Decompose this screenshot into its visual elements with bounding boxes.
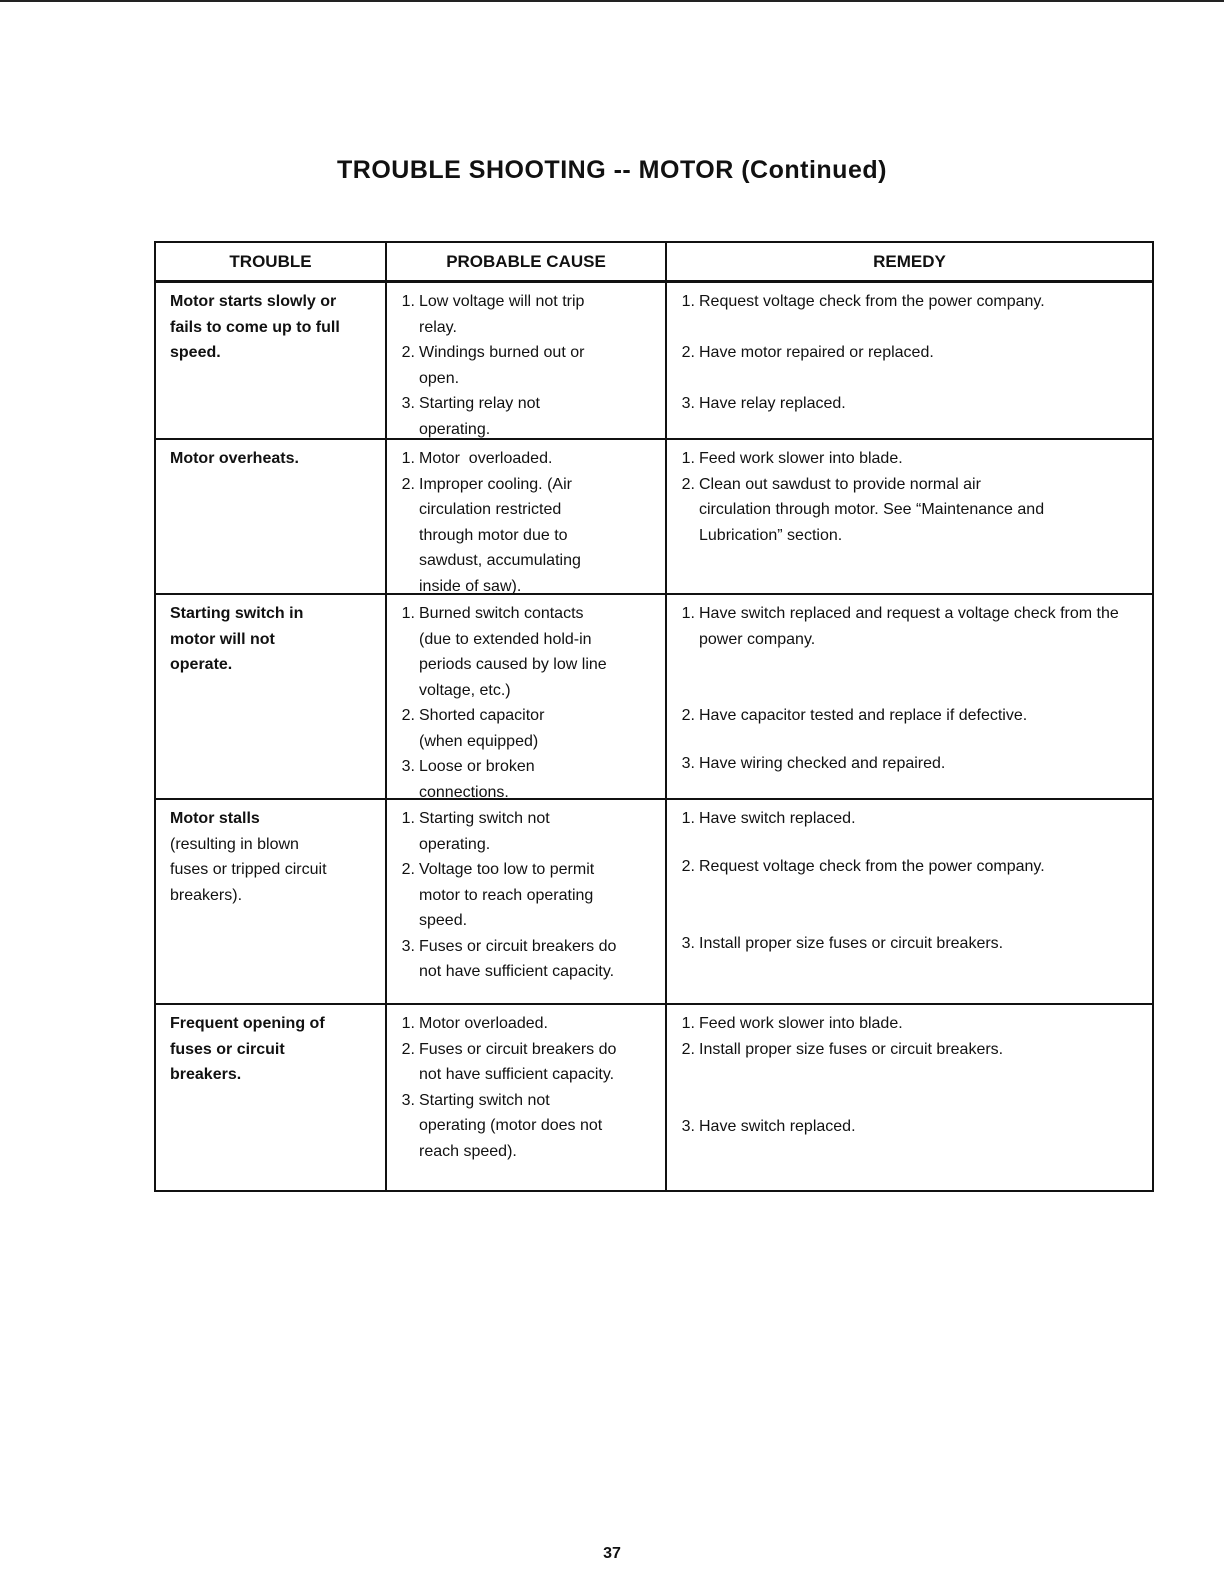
item-number: 2. [681, 1040, 695, 1058]
cause-cell [387, 595, 667, 801]
list-item [395, 446, 655, 472]
list-item [675, 391, 1142, 417]
cause-cell [387, 440, 667, 593]
remedy-cell [667, 1005, 1152, 1190]
list-item [395, 1011, 655, 1037]
cause-text: Starting switch not operating. [419, 810, 550, 853]
cause-text: Motor overloaded. [419, 450, 553, 467]
item-number: 1. [401, 450, 415, 467]
item-number: 1. [401, 810, 415, 827]
remedy-text: Install proper size fuses or circuit breakers. [699, 1040, 1004, 1058]
item-number: 3. [401, 937, 415, 955]
trouble-cell [156, 800, 387, 1003]
item-number: 2. [401, 1040, 415, 1058]
table-header [156, 243, 1152, 283]
list-item [395, 391, 655, 442]
item-number: 1. [401, 605, 415, 622]
list-item [675, 806, 1142, 854]
remedy-text: Have relay replaced. [699, 395, 846, 412]
list-item [395, 703, 655, 754]
trouble-text: (resulting in blown fuses or tripped circuit breakers). [170, 835, 327, 904]
cause-text: Loose or broken connections. [419, 758, 535, 801]
trouble-table [154, 241, 1154, 1192]
remedy-cell [667, 595, 1152, 798]
cause-text: Fuses or circuit breakers do not have sufficient capacity. [419, 1040, 617, 1083]
remedy-text: Feed work slower into blade. [699, 1015, 903, 1032]
table-row [156, 800, 1152, 1005]
list-item [675, 751, 1142, 777]
list-item [675, 289, 1142, 340]
item-number: 3. [401, 758, 415, 775]
item-number: 2. [681, 858, 695, 875]
item-number: 1. [401, 293, 415, 310]
remedy-text: Have capacitor tested and replace if defective. [699, 707, 1028, 724]
list-item [395, 601, 655, 703]
item-number: 2. [401, 861, 415, 878]
cause-text: Starting relay not operating. [419, 395, 540, 438]
cause-cell [387, 283, 667, 438]
header-trouble: TROUBLE [156, 243, 387, 280]
remedy-text: Have motor repaired or replaced. [699, 344, 934, 361]
item-number: 3. [681, 1117, 695, 1135]
item-number: 1. [401, 1015, 415, 1032]
page-title: TROUBLE SHOOTING -- MOTOR (Continued) [337, 156, 887, 184]
cause-text: Starting switch not operating (motor does not reach speed). [419, 1091, 603, 1160]
page-number: 37 [603, 1545, 621, 1562]
item-number: 3. [681, 395, 695, 412]
table-row [156, 595, 1152, 800]
cause-text: Voltage too low to permit motor to reach operating speed. [419, 861, 595, 929]
remedy-text: Feed work slower into blade. [699, 450, 903, 467]
item-number: 2. [681, 475, 695, 493]
list-item [675, 931, 1142, 957]
remedy-text: Request voltage check from the power company. [699, 858, 1045, 875]
item-number: 1. [681, 810, 695, 827]
item-number: 3. [681, 755, 695, 772]
cause-text: Burned switch contacts (due to extended hold-in periods caused by low line voltage, etc.) [419, 605, 607, 699]
header-remedy: REMEDY [873, 251, 946, 271]
trouble-text: Motor starts slowly or fails to come up to full speed. [170, 293, 340, 361]
remedy-text: Have wiring checked and repaired. [699, 755, 946, 772]
trouble-cell [156, 1005, 387, 1190]
list-item [675, 854, 1142, 931]
item-number: 3. [681, 935, 695, 952]
item-number: 2. [681, 707, 695, 724]
cause-text: Improper cooling. (Air circulation restricted through motor due to sawdust, accumulating inside of saw). [419, 475, 581, 595]
trouble-text: Starting switch in motor will not operate. [170, 605, 304, 673]
top-rule [0, 0, 1224, 2]
table-row [156, 283, 1152, 440]
remedy-text: Have switch replaced. [699, 810, 856, 827]
cause-text: Low voltage will not trip relay. [419, 293, 585, 336]
item-number: 1. [681, 450, 695, 467]
item-number: 1. [681, 605, 695, 622]
list-item [675, 703, 1142, 751]
trouble-text: Motor overheats. [170, 450, 299, 467]
cause-text: Fuses or circuit breakers do not have sufficient capacity. [419, 937, 617, 980]
item-number: 2. [401, 344, 415, 361]
remedy-text: Have switch replaced and request a voltage check from the power company. [699, 605, 1119, 648]
item-number: 1. [681, 1015, 695, 1032]
item-number: 2. [401, 707, 415, 724]
list-item [675, 601, 1142, 703]
cause-cell [387, 800, 667, 1003]
item-number: 3. [401, 1091, 415, 1109]
list-item [395, 289, 655, 340]
cause-text: Motor overloaded. [419, 1015, 548, 1032]
list-item [395, 806, 655, 857]
list-item [395, 1037, 655, 1088]
table-row [156, 1005, 1152, 1190]
remedy-cell [667, 440, 1152, 593]
trouble-title: Motor stalls [170, 810, 260, 827]
remedy-cell [667, 283, 1152, 438]
list-item [675, 1037, 1142, 1114]
trouble-cell [156, 440, 387, 593]
item-number: 2. [401, 475, 415, 493]
list-item [395, 340, 655, 391]
list-item [675, 340, 1142, 391]
list-item [395, 857, 655, 934]
cause-text: Shorted capacitor (when equipped) [419, 707, 545, 750]
list-item [675, 1114, 1142, 1140]
remedy-text: Request voltage check from the power company. [699, 293, 1045, 310]
list-item [395, 934, 655, 985]
trouble-cell [156, 595, 387, 798]
remedy-cell [667, 800, 1152, 1003]
list-item [395, 754, 655, 805]
cause-text: Windings burned out or open. [419, 344, 585, 387]
trouble-text: Frequent opening of fuses or circuit breakers. [170, 1015, 325, 1083]
item-number: 2. [681, 344, 695, 361]
list-item [675, 1011, 1142, 1037]
cause-cell [387, 1005, 667, 1190]
list-item [675, 446, 1142, 472]
remedy-text: Clean out sawdust to provide normal air circulation through motor. See “Maintenance and Lubrication” section. [699, 475, 1045, 544]
item-number: 3. [401, 395, 415, 412]
trouble-cell [156, 283, 387, 438]
remedy-text: Have switch replaced. [699, 1117, 856, 1135]
remedy-text: Install proper size fuses or circuit breakers. [699, 935, 1004, 952]
item-number: 1. [681, 293, 695, 310]
list-item [675, 472, 1142, 549]
list-item [395, 1088, 655, 1165]
header-cause: PROBABLE CAUSE [387, 243, 667, 280]
list-item [395, 472, 655, 600]
table-row [156, 440, 1152, 595]
